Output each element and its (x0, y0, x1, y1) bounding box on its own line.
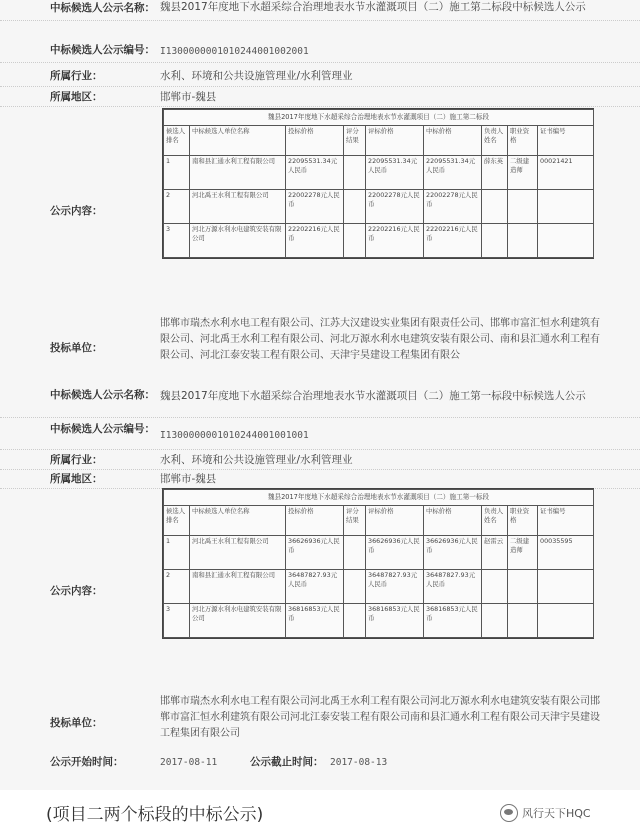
notice-code-label: 中标候选人公示编号： (50, 44, 155, 56)
table-title: 魏县2017年度地下水超采综合治理地表水节水灌溉项目（二）施工第一标段 (164, 490, 594, 506)
cell-company: 南和县汇通水利工程有限公司 (190, 570, 286, 604)
header-cell: 证书编号 (538, 506, 594, 536)
header-cell: 评分结果 (344, 506, 366, 536)
header-cell: 投标价格 (286, 506, 344, 536)
cell-company: 南和县汇通水利工程有限公司 (190, 156, 286, 190)
cell-qualification (508, 570, 538, 604)
bidders-label: 投标单位： (50, 342, 103, 354)
cell-score (344, 536, 366, 570)
header-cell: 中标价格 (424, 126, 482, 156)
wechat-icon (500, 804, 518, 822)
cell-qualification (508, 224, 538, 258)
industry-row (0, 66, 640, 87)
header-cell: 候选人排名 (164, 126, 190, 156)
image-caption: (项目二两个标段的中标公示) (46, 805, 264, 825)
cell-company: 河北禹王水利工程有限公司 (190, 190, 286, 224)
cell-rank: 1 (164, 156, 190, 190)
notice-code-value: I1300000001010244001001001 (160, 430, 309, 441)
cell-bid-price: 36816853元人民币 (286, 604, 344, 638)
region-label: 所属地区： (50, 473, 103, 485)
header-cell: 证书编号 (538, 126, 594, 156)
cell-eval-price: 36626936元人民币 (366, 536, 424, 570)
cell-score (344, 156, 366, 190)
cell-manager (482, 604, 508, 638)
cell-cert-no (538, 224, 594, 258)
cell-manager: 薛东英 (482, 156, 508, 190)
region-row (0, 88, 640, 107)
end-time-value: 2017-08-13 (330, 757, 388, 768)
industry-row (0, 451, 640, 470)
bidders-value: 邯郸市瑞杰水利水电工程有限公司河北禹王水利工程有限公司河北万源水利水电建筑安装有限公司邯郸市富汇恒水利建筑有限公司河北江泰安装工程有限公司南和县汇通水利工程有限公司天津宇昊建设工程集团有限公司 (160, 696, 600, 739)
cell-eval-price: 36816853元人民币 (366, 604, 424, 638)
bidders-value: 邯郸市瑞杰水利水电工程有限公司、江苏大汉建设实业集团有限责任公司、邯郸市富汇恒水利建筑有限公司、河北禹王水利工程有限公司、河北万源水利水电建筑安装有限公司、南和县汇通水利工程有限公司、河北江泰安装工程有限公司、天津宇昊建设工程集团有限公 (160, 318, 600, 361)
cell-rank: 1 (164, 536, 190, 570)
table-header-row (164, 126, 594, 156)
industry-value: 水利、环境和公共设施管理业/水利管理业 (160, 70, 353, 82)
cell-qualification: 二级建造师 (508, 536, 538, 570)
cell-rank: 2 (164, 190, 190, 224)
cell-win-price: 22095531.34元人民币 (424, 156, 482, 190)
header-cell: 评标价格 (366, 506, 424, 536)
table-row (164, 156, 594, 190)
cell-company: 河北万源水利水电建筑安装有限公司 (190, 604, 286, 638)
region-value: 邯郸市-魏县 (160, 473, 217, 485)
cell-qualification (508, 190, 538, 224)
notice-name-label: 中标候选人公示名称： (50, 389, 155, 401)
table-row (164, 604, 594, 638)
table-row (164, 224, 594, 258)
cell-company: 河北万源水利水电建筑安装有限公司 (190, 224, 286, 258)
table-title: 魏县2017年度地下水超采综合治理地表水节水灌溉项目（二）施工第二标段 (164, 110, 594, 126)
header-cell: 评分结果 (344, 126, 366, 156)
cell-bid-price: 36487827.93元人民币 (286, 570, 344, 604)
cell-manager (482, 190, 508, 224)
region-value: 邯郸市-魏县 (160, 91, 217, 103)
header-cell: 中标候选人单位名称 (190, 126, 286, 156)
cell-manager (482, 224, 508, 258)
cell-win-price: 22002278元人民币 (424, 190, 482, 224)
table-header-row (164, 506, 594, 536)
cell-qualification: 二级建造师 (508, 156, 538, 190)
notice-name-row (0, 385, 640, 418)
notice-name-value: 魏县2017年度地下水超采综合治理地表水节水灌溉项目（二）施工第二标段中标候选人公示 (160, 1, 586, 13)
cell-cert-no (538, 190, 594, 224)
start-time-value: 2017-08-11 (160, 757, 218, 768)
candidate-table-lot1 (162, 488, 594, 639)
industry-label: 所属行业： (50, 454, 103, 466)
cell-rank: 2 (164, 570, 190, 604)
cell-manager: 赵雷云 (482, 536, 508, 570)
table-row (164, 536, 594, 570)
cell-win-price: 36816853元人民币 (424, 604, 482, 638)
cell-cert-no: 00035595 (538, 536, 594, 570)
cell-cert-no (538, 604, 594, 638)
header-cell: 中标价格 (424, 506, 482, 536)
header-cell: 投标价格 (286, 126, 344, 156)
cell-bid-price: 36626936元人民币 (286, 536, 344, 570)
cell-manager (482, 570, 508, 604)
header-cell: 中标候选人单位名称 (190, 506, 286, 536)
header-cell: 职业资格 (508, 126, 538, 156)
header-cell: 职业资格 (508, 506, 538, 536)
notice-code-row (0, 419, 640, 450)
cell-win-price: 22202216元人民币 (424, 224, 482, 258)
table-row (164, 570, 594, 604)
cell-win-price: 36487827.93元人民币 (424, 570, 482, 604)
cell-rank: 3 (164, 224, 190, 258)
header-cell: 评标价格 (366, 126, 424, 156)
cell-eval-price: 22202216元人民币 (366, 224, 424, 258)
cell-eval-price: 22095531.34元人民币 (366, 156, 424, 190)
cell-win-price: 36626936元人民币 (424, 536, 482, 570)
end-time-label: 公示截止时间： (250, 756, 324, 768)
notice-code-value: I1300000001010244001002001 (160, 46, 309, 57)
publish-time-row (0, 752, 640, 772)
notice-code-label: 中标候选人公示编号： (50, 423, 155, 435)
cell-bid-price: 22095531.34元人民币 (286, 156, 344, 190)
cell-company: 河北禹王水利工程有限公司 (190, 536, 286, 570)
content-label: 公示内容： (50, 585, 103, 597)
notice-code-row (0, 40, 640, 63)
notice-name-row (0, 0, 640, 21)
table-row (164, 190, 594, 224)
cell-score (344, 604, 366, 638)
industry-value: 水利、环境和公共设施管理业/水利管理业 (160, 454, 353, 466)
candidate-table-lot2 (162, 108, 594, 259)
header-cell: 候选人排名 (164, 506, 190, 536)
header-cell: 负责人姓名 (482, 506, 508, 536)
cell-qualification (508, 604, 538, 638)
cell-score (344, 224, 366, 258)
notice-name-value: 魏县2017年度地下水超采综合治理地表水节水灌溉项目（二）施工第一标段中标候选人公示 (160, 390, 586, 402)
start-time-label: 公示开始时间： (50, 756, 124, 768)
watermark-text: 风行天下HQC (522, 807, 591, 820)
cell-cert-no: 00021421 (538, 156, 594, 190)
bidders-label: 投标单位： (50, 717, 103, 729)
cell-cert-no (538, 570, 594, 604)
region-row (0, 470, 640, 489)
cell-score (344, 570, 366, 604)
cell-eval-price: 22002278元人民币 (366, 190, 424, 224)
cell-eval-price: 36487827.93元人民币 (366, 570, 424, 604)
cell-rank: 3 (164, 604, 190, 638)
content-label: 公示内容： (50, 205, 103, 217)
industry-label: 所属行业： (50, 70, 103, 82)
cell-score (344, 190, 366, 224)
cell-bid-price: 22202216元人民币 (286, 224, 344, 258)
wechat-watermark (500, 804, 591, 822)
notice-name-label: 中标候选人公示名称： (50, 2, 155, 14)
header-cell: 负责人姓名 (482, 126, 508, 156)
region-label: 所属地区： (50, 91, 103, 103)
cell-bid-price: 22002278元人民币 (286, 190, 344, 224)
